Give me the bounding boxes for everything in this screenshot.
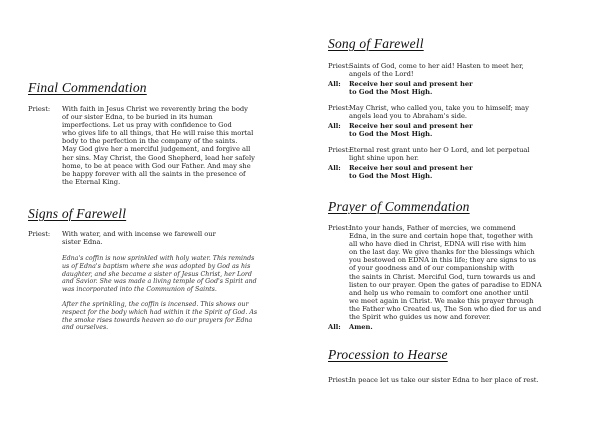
prayer-of-commendation-block (328, 224, 586, 324)
response-text: Receive her soul and present her to God the Most High. (349, 164, 473, 181)
final-commendation-block (28, 105, 318, 195)
song-text: Eternal rest grant unto her O Lord, and let perpetual light shine upon her. (349, 146, 530, 163)
song-text: May Christ, who called you, take you to himself; may angels lead you to Abraham's side. (349, 104, 529, 121)
priest-label: Priest: (328, 376, 351, 384)
amen-text: Amen. (349, 323, 373, 331)
prayer-of-commendation-title: Prayer of Commendation (328, 199, 470, 214)
response-text: Receive her soul and present her to God the Most High. (349, 122, 473, 139)
all-label: All: (328, 80, 341, 88)
prayer-text: Into your hands, Father of mercies, we commend Edna, in the sure and certain hope that, together with all who have died in Christ, EDNA will rise with him on the last day. We give thanks for the blessings which you bestowed on EDNA in this life; they are signs to us of your goodness and of our companionship with the saints in Christ. Merciful God, turn towards us and listen to our prayer. Open the gates of paradise to EDNA and help us who remain to comfort one another until we meet again in Christ. We make this prayer through the Father who Created us, The Son who died for us and the Spirit who guides us now and forever. (349, 224, 542, 322)
procession-text: In peace let us take our sister Edna to her place of rest. (349, 376, 539, 384)
priest-label: Priest: (328, 224, 351, 232)
signs-of-farewell-title: Signs of Farewell (28, 206, 127, 221)
procession-to-hearse-title: Procession to Hearse (328, 347, 448, 362)
signs-of-farewell-block (28, 230, 318, 250)
rubric-incense: After the sprinkling, the coffin is incensed. This shows our respect for the body which had within it the Spirit of God. As the smoke rises towards heaven so do our prayers for Edna and ourselves. (62, 301, 258, 332)
priest-label: Priest: (328, 104, 351, 112)
rubric-sprinkling: Edna's coffin is now sprinkled with holy water. This reminds us of Edna's baptism where she was adopted by God as his daughter, and she became a sister of Jesus Christ, her Lord and Savior. She was made a living temple of God's Spirit and was incorporated into the Communion of Saints. (62, 255, 257, 294)
priest-label: Priest: (28, 105, 51, 113)
signs-of-farewell-text: With water, and with incense we farewell our sister Edna. (62, 230, 216, 247)
priest-label: Priest: (328, 146, 351, 154)
priest-label: Priest: (28, 230, 51, 238)
song-of-farewell-title: Song of Farewell (328, 36, 424, 51)
all-label: All: (328, 122, 341, 130)
priest-label: Priest: (328, 62, 351, 70)
final-commendation-text: With faith in Jesus Christ we reverently bring the body of our sister Edna, to be buried in its human imperfections. Let us pray with confidence to God who gives life to all things, that He will raise this mortal body to the perfection in the company of the saints. May God give her a merciful judgement, and forgive all her sins. May Christ, the Good Shepherd, lead her safely home, to be at peace with God our Father. And may she be happy forever with all the saints in the presence of the Eternal King. (62, 105, 255, 186)
final-commendation-title: Final Commendation (28, 80, 147, 95)
all-label: All: (328, 323, 341, 331)
response-text: Receive her soul and present her to God the Most High. (349, 80, 473, 97)
all-label: All: (328, 164, 341, 172)
song-text: Saints of God, come to her aid! Hasten to meet her, angels of the Lord! (349, 62, 524, 79)
